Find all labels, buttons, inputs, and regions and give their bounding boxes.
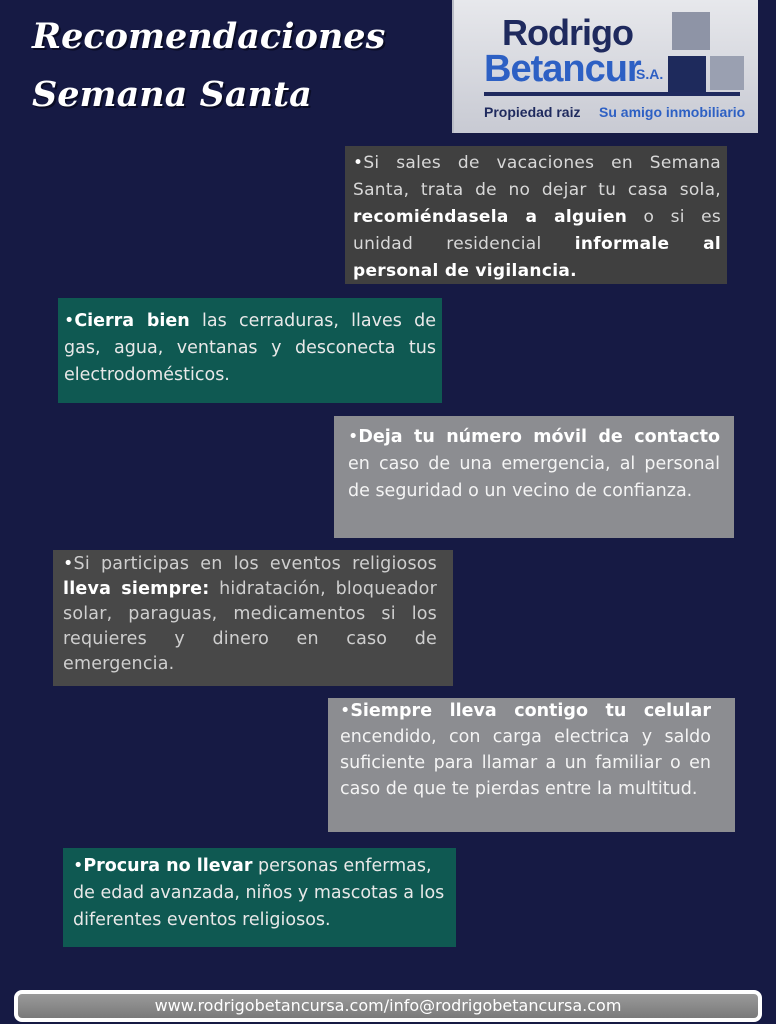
logo-name-line-2: Betancur [484, 48, 641, 90]
title-line-2: Semana Santa [32, 74, 312, 115]
logo-square [668, 56, 706, 94]
tip-card-carry-phone: •Siempre lleva contigo tu celular encendido, con carga electrica y saldo suficiente para llamar a un familiar o en caso de que te pierdas entre la multitud. [328, 698, 735, 832]
company-logo [452, 0, 758, 133]
title-line-1: Recomendaciones [32, 16, 386, 57]
logo-underline [484, 92, 740, 96]
tip-card-house-alone: •Si sales de vacaciones en Semana Santa, trata de no dejar tu casa sola, recomiéndasela a alguien o si es unidad residencial informale al personal de vigilancia. [345, 146, 727, 284]
footer-contact-text[interactable]: www.rodrigobetancursa.com/info@rodrigobetancursa.com [154, 996, 622, 1015]
tip-card-religious-events: •Si participas en los eventos religiosos lleva siempre: hidratación, bloqueador solar, paraguas, medicamentos si los requieres y dinero en caso de emergencia. [53, 550, 453, 686]
logo-suffix: S.A. [636, 66, 664, 82]
logo-square [710, 56, 744, 90]
logo-square [672, 12, 710, 50]
tip-card-vulnerable-people: •Procura no llevar personas enfermas, de edad avanzada, niños y mascotas a los diferentes eventos religiosos. [63, 848, 456, 947]
logo-tagline-part-1: Propiedad raiz [484, 104, 581, 120]
logo-tagline-part-2: Su amigo inmobiliario [599, 104, 746, 120]
footer-contact-bar [14, 990, 762, 1022]
logo-name-line-1: Rodrigo [502, 12, 633, 53]
tip-card-contact-number: •Deja tu número móvil de contacto en caso de una emergencia, al personal de seguridad o un vecino de confianza. [334, 416, 734, 538]
page-title [32, 8, 385, 124]
tip-card-lock-up: •Cierra bien las cerraduras, llaves de gas, agua, ventanas y desconecta tus electrodomésticos. [58, 298, 442, 403]
